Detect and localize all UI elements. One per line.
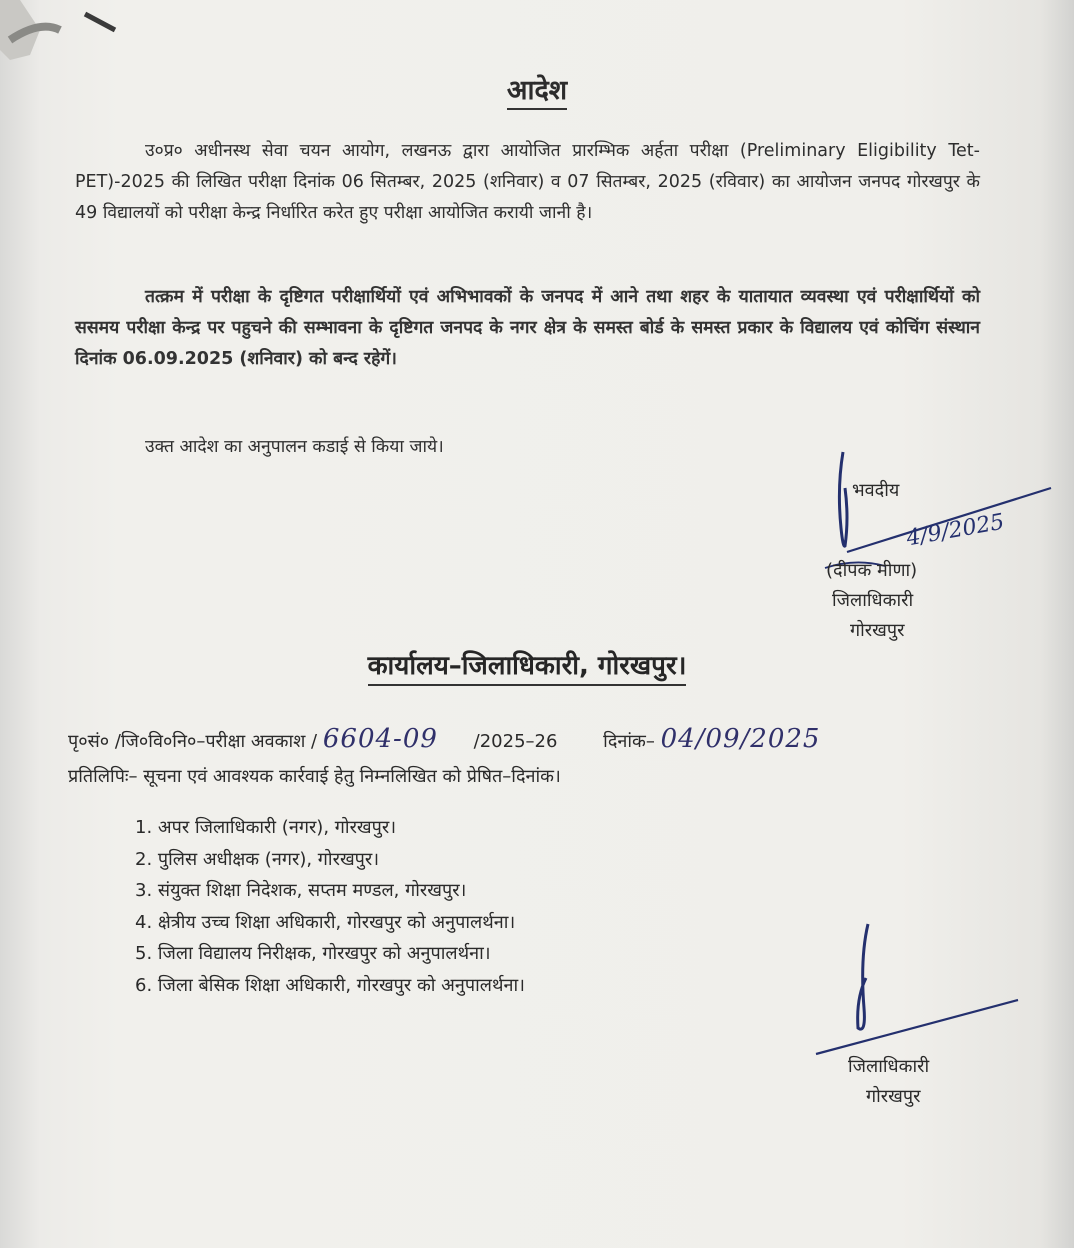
reference-date: 04/09/2025 <box>660 724 821 754</box>
list-item: 5. जिला विद्यालय निरीक्षक, गोरखपुर को अनुपालर्थना। <box>135 943 491 964</box>
list-item: 6. जिला बेसिक शिक्षा अधिकारी, गोरखपुर को अनुपालर्थना। <box>135 974 525 996</box>
signatory-name: (दीपक मीणा) <box>826 560 918 581</box>
paragraph-closure-order: तत्क्रम में परीक्षा के दृष्टिगत परीक्षार्थियों एवं अभिभावकों के जनपद में आने तथा शहर के यातायात व्यवस्था एवं परीक्षार्थियों को ससमय परीक्षा केन्द्र पर पहुचने की सम्भावना के दृष्टिगत जनपद के नगर क्षेत्र के समस्त बोर्ड के समस्त प्रकार के विद्यालय एवं कोचिंग संस्थान दिनांक 06.09.2025 (शनिवार) को बन्द रहेगें। <box>75 287 980 369</box>
bottom-signatory-district: गोरखपुर <box>866 1086 921 1107</box>
bottom-signature <box>810 918 1030 1058</box>
recipient-list <box>135 812 525 1001</box>
list-item: 3. संयुक्त शिक्षा निदेशक, सप्तम मण्डल, गोरखपुर। <box>135 880 467 901</box>
reference-year: /2025–26 <box>473 731 558 752</box>
list-item: 4. क्षेत्रीय उच्च शिक्षा अधिकारी, गोरखपुर को अनुपालर्थना। <box>135 911 516 933</box>
reference-line <box>68 724 820 754</box>
corner-stain <box>0 0 130 70</box>
handwritten-sign-date: 4/9/2025 <box>904 509 1007 552</box>
bottom-signatory-designation: जिलाधिकारी <box>848 1056 930 1077</box>
reference-number: 6604-09 <box>322 724 438 754</box>
paragraph-compliance: उक्त आदेश का अनुपालन कडाई से किया जाये। <box>145 437 444 457</box>
copy-to-line: प्रतिलिपिः– सूचना एवं आवश्यक कार्रवाई हेतु निम्नलिखित को प्रेषित–दिनांक। <box>68 766 561 787</box>
order-title: आदेश <box>0 70 1074 107</box>
paragraph-exam-details: उ०प्र० अधीनस्थ सेवा चयन आयोग, लखनऊ द्वारा आयोजित प्रारम्भिक अर्हता परीक्षा (Preliminary Eligibility Tet-PET)-2025 की लिखित परीक्षा दिनांक 06 सितम्बर, 2025 (शनिवार) व 07 सितम्बर, 2025 (रविवार) का आयोजन जनपद गोरखपुर के 49 विद्यालयों को परीक्षा केन्द्र निर्धारित करेत हुए परीक्षा आयोजित करायी जानी है। <box>75 141 980 223</box>
salutation: भवदीय <box>852 480 900 501</box>
signatory-district: गोरखपुर <box>850 620 905 641</box>
signatory-designation: जिलाधिकारी <box>832 590 914 611</box>
office-heading: कार्यालय–जिलाधिकारी, गोरखपुर। <box>0 646 1074 682</box>
list-item: 1. अपर जिलाधिकारी (नगर), गोरखपुर। <box>135 817 397 838</box>
reference-prefix: पृ०सं० /जि०वि०नि०–परीक्षा अवकाश / <box>68 731 318 752</box>
list-item: 2. पुलिस अधीक्षक (नगर), गोरखपुर। <box>135 848 380 870</box>
reference-date-label: दिनांक– <box>603 731 655 752</box>
